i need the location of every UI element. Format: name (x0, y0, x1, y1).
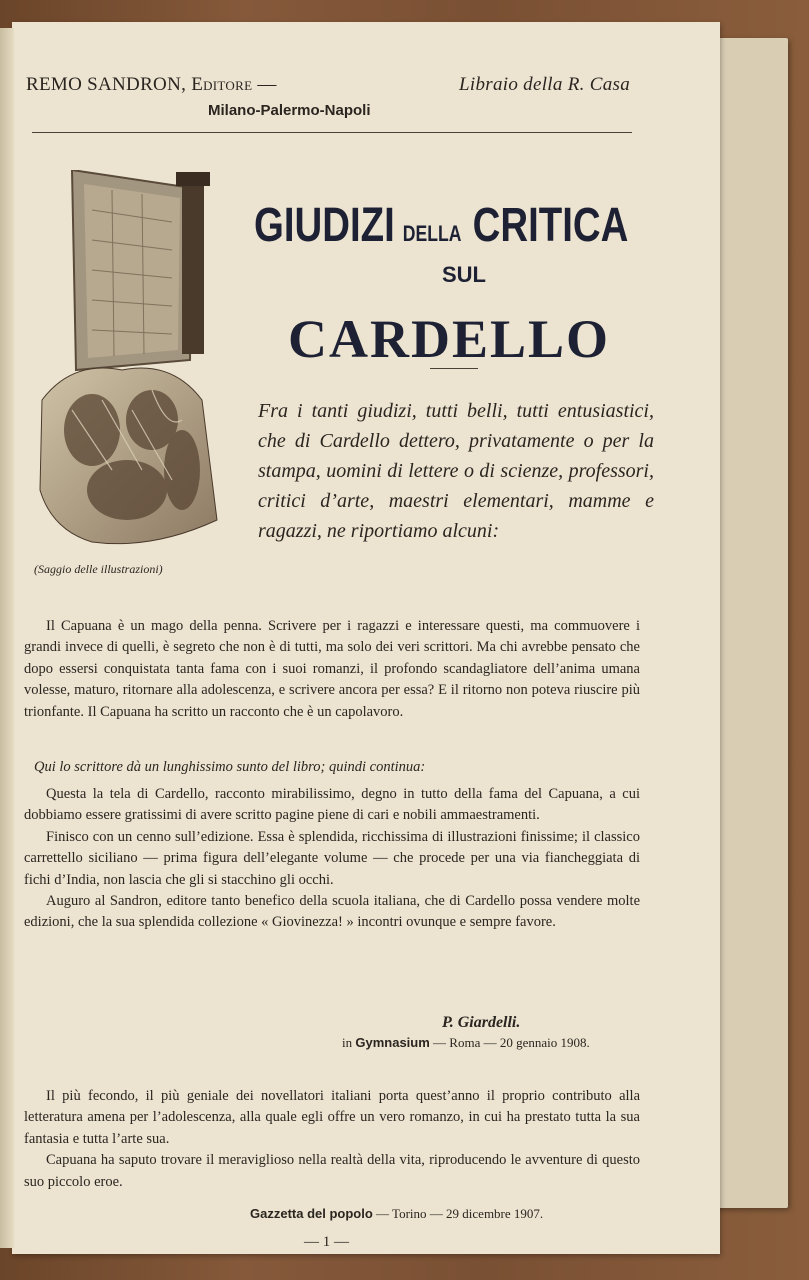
source-date: — Roma — 20 gennaio 1908. (433, 1035, 590, 1050)
review-1-source (342, 1035, 590, 1051)
source-prefix: in (342, 1035, 353, 1050)
header-rule (32, 132, 632, 133)
royal-librarian-title: Libraio della R. Casa (459, 74, 630, 95)
source-name: Gazzetta del popolo (250, 1206, 373, 1221)
page-number: — 1 — (304, 1234, 349, 1250)
editor-note: Qui lo scrittore dà un lunghissimo sunto del libro; quindi continua: (34, 759, 426, 775)
title-word-critica: CRITICA (472, 199, 629, 252)
review-2-source (250, 1206, 543, 1222)
review-text: Finisco con un cenno sull’edizione. Essa è splendida, ricchissima di illustrazioni finissime; il classico carrettello siciliano — prima figura dell’elegante volume — che procede per una via fiancheggiata di fichi d’India, non lascia che gli si stacchino gli occhi. (24, 828, 640, 888)
review-1-signature: P. Giardelli. (442, 1014, 521, 1031)
publisher-cities: Milano-Palermo-Napoli (208, 102, 371, 119)
intro-paragraph: Fra i tanti giudizi, tutti belli, tutti entusiastici, che di Cardello dettero, privatamente o per la stampa, uomini di lettere o di scienze, professori, critici d’arte, maestri elementari, mamme e ragazzi, ne riportiamo alcuni: (258, 400, 654, 542)
review-text: Il più fecondo, il più geniale dei novellatori italiani porta quest’anno il proprio contributo alla letteratura amena per l’adolescenza, alla quale egli offre un vero romanzo, in cui ha prestato tutta la sua fantasia e tutta l’arte sua. (24, 1088, 640, 1147)
publisher-header (26, 74, 630, 96)
source-date: — Torino — 29 dicembre 1907. (376, 1206, 544, 1221)
title-line-1 (254, 198, 628, 253)
review-text: Il Capuana è un mago della penna. Scrivere per i ragazzi e interessare questi, ma commuovere i grandi invece di quelli, è segreto che non è di tutti, ma solo dei veri scrittori. Ma chi avrebbe pensato che dopo essersi conquistata tanta fama con i suoi romanzi, il profondo scandagliatore dell’anima umana volesse, maturo, ritornare alla adolescenza, e scrivere ancora per essa? E il ritorno non poteva riuscire più trionfante. Il Capuana ha scritto un racconto che è un capolavoro. (24, 618, 640, 720)
source-name: Gymnasium (355, 1035, 430, 1050)
review-text: Capuana ha saputo trovare il meraviglioso nella realtà della vita, riproducendo le avventure di questo suo piccolo eroe. (24, 1152, 640, 1190)
illustration-caption: (Saggio delle illustrazioni) (34, 562, 163, 576)
left-page-edge (0, 28, 14, 1248)
title-word-della: DELLA (402, 221, 462, 246)
review-1-paragraph-1 (24, 616, 640, 723)
document-page (12, 22, 720, 1254)
title-divider (430, 368, 478, 369)
review-text: Auguro al Sandron, editore tanto benefico della scuola italiana, che di Cardello possa vendere molte edizioni, che la sua splendida collezione « Giovinezza! » incontri ovunque e sempre favore. (24, 893, 640, 931)
publisher-name: REMO SANDRON, Editore — (26, 74, 277, 95)
title-cardello: CARDELLO (288, 309, 611, 369)
title-word-sul: SUL (442, 262, 486, 287)
title-word-giudizi: GIUDIZI (254, 199, 395, 252)
review-1-continuation (24, 784, 640, 934)
review-text: Questa la tela di Cardello, racconto mirabilissimo, degno in tutto della fama del Capuana, a cui dobbiamo essere gratissimi di avere scritto pagine piene di cari e nobili ammaestramenti. (24, 786, 640, 824)
review-2 (24, 1086, 640, 1193)
sample-illustration (32, 170, 222, 558)
